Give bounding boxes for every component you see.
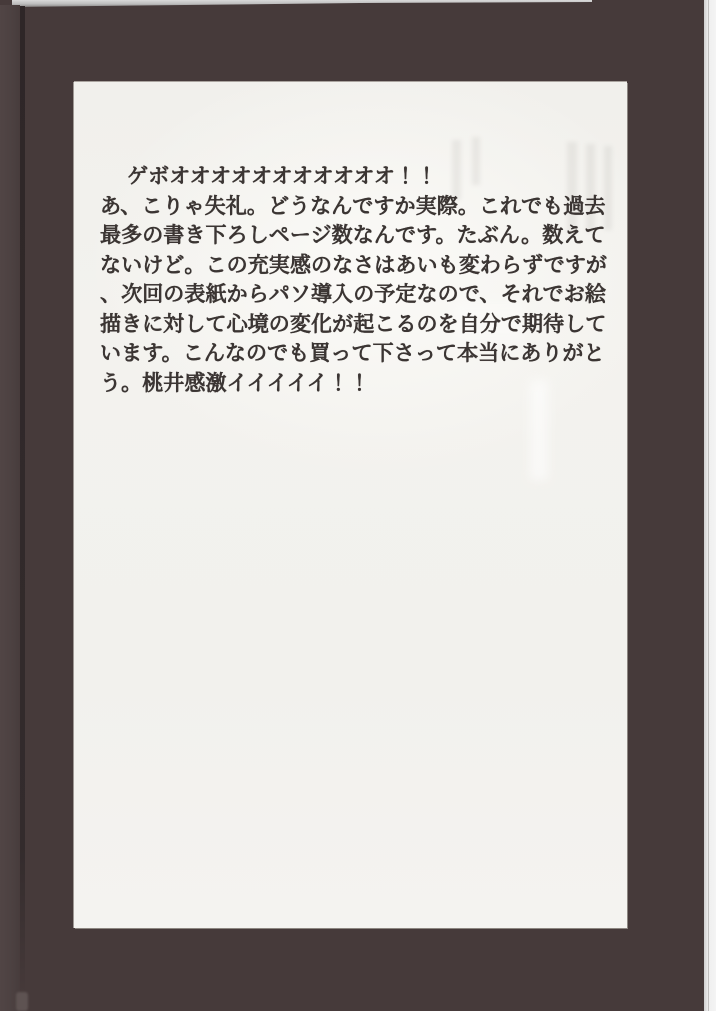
adjacent-page-edge <box>0 5 20 1011</box>
scanner-top-edge <box>12 0 592 7</box>
afterword-line-8: う。桃井感激イイイイイ！！ <box>100 370 371 395</box>
afterword-line-1: ゲボオオオオオオオオオオオ！！ <box>127 164 438 188</box>
afterword-line-3: 最多の書き下ろしページ数なんです。たぶん。数えて <box>100 223 606 247</box>
afterword-line-6: 描きに対して心境の変化が起こるのを自分で期待して <box>100 311 607 336</box>
scanner-right-edge <box>704 0 716 1011</box>
afterword-text <box>100 162 615 398</box>
afterword-line-7: います。こんなのでも買って下さって本当にありがと <box>100 341 605 365</box>
page-crease-shadow <box>20 6 25 995</box>
afterword-line-5: 、次回の表紙からパソ導入の予定なので、それでお絵 <box>100 282 606 306</box>
crease-bottom-notch <box>16 992 28 1011</box>
afterword-paper <box>74 82 627 928</box>
scanner-right-edge-line <box>708 0 709 1011</box>
afterword-line-2: あ、こりゃ失礼。どうなんですか実際。これでも過去 <box>100 193 606 218</box>
afterword-line-4: ないけど。この充実感のなさはあいも変わらずですが <box>100 252 608 277</box>
